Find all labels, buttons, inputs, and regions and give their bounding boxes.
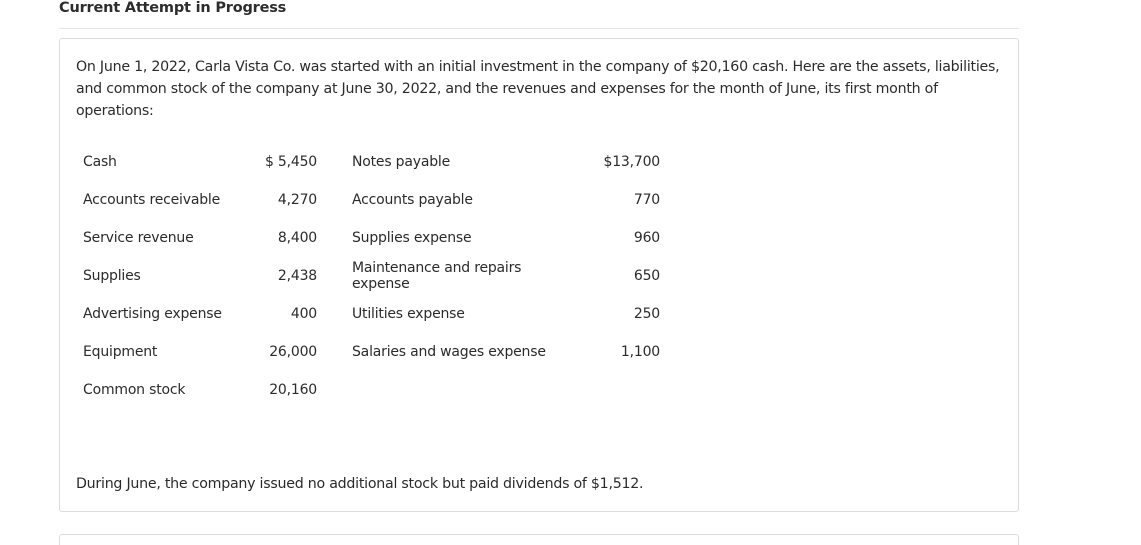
left-account-name: Advertising expense (83, 306, 222, 322)
right-account-name: Salaries and wages expense (352, 344, 546, 360)
left-account-amount: 4,270 (277, 192, 317, 208)
left-account-name: Accounts receivable (83, 192, 220, 208)
right-account-amount: 650 (633, 268, 660, 284)
table-row (76, 371, 660, 409)
table-row (76, 257, 660, 295)
left-account-amount: 400 (290, 306, 317, 322)
next-section-card (59, 534, 1019, 545)
accounts-table (76, 143, 660, 409)
left-account-amount: $ 5,450 (264, 154, 317, 170)
table-row (76, 181, 660, 219)
left-account-name: Service revenue (83, 230, 194, 246)
left-account-name: Supplies (83, 268, 141, 284)
right-account-amount: 770 (633, 192, 660, 208)
dividends-note: During June, the company issued no additional stock but paid dividends of $1,512. (76, 476, 644, 492)
right-account-amount (570, 371, 660, 409)
left-account-name: Equipment (83, 344, 158, 360)
table-row (76, 333, 660, 371)
problem-intro-text: On June 1, 2022, Carla Vista Co. was started with an initial investment in the company of $20,160 cash. Here are the assets, liabilities, and common stock of the company at June 30, 2022, and the revenues and expenses for the month of June, its first month of operations: (76, 59, 1000, 119)
right-account-amount: 960 (633, 230, 660, 246)
header-divider (59, 28, 1019, 29)
left-account-amount: 26,000 (269, 344, 317, 360)
left-account-amount: 2,438 (277, 268, 317, 284)
left-account-name: Cash (83, 154, 117, 170)
problem-card (59, 38, 1019, 512)
right-account-amount: 250 (633, 306, 660, 322)
right-account-name: Notes payable (352, 154, 451, 170)
left-account-amount: 8,400 (277, 230, 317, 246)
right-account-amount: $13,700 (603, 154, 660, 170)
table-row (76, 143, 660, 181)
right-account-name: Utilities expense (352, 306, 465, 322)
table-row (76, 219, 660, 257)
table-row (76, 295, 660, 333)
attempt-status-heading: Current Attempt in Progress (59, 0, 287, 16)
left-account-name: Common stock (83, 382, 186, 398)
right-account-name: Maintenance and repairs expense (352, 260, 522, 292)
right-account-name: Supplies expense (352, 230, 472, 246)
left-account-amount: 20,160 (269, 382, 317, 398)
right-account-name: Accounts payable (352, 192, 473, 208)
right-account-amount: 1,100 (620, 344, 660, 360)
right-account-name (317, 371, 570, 409)
